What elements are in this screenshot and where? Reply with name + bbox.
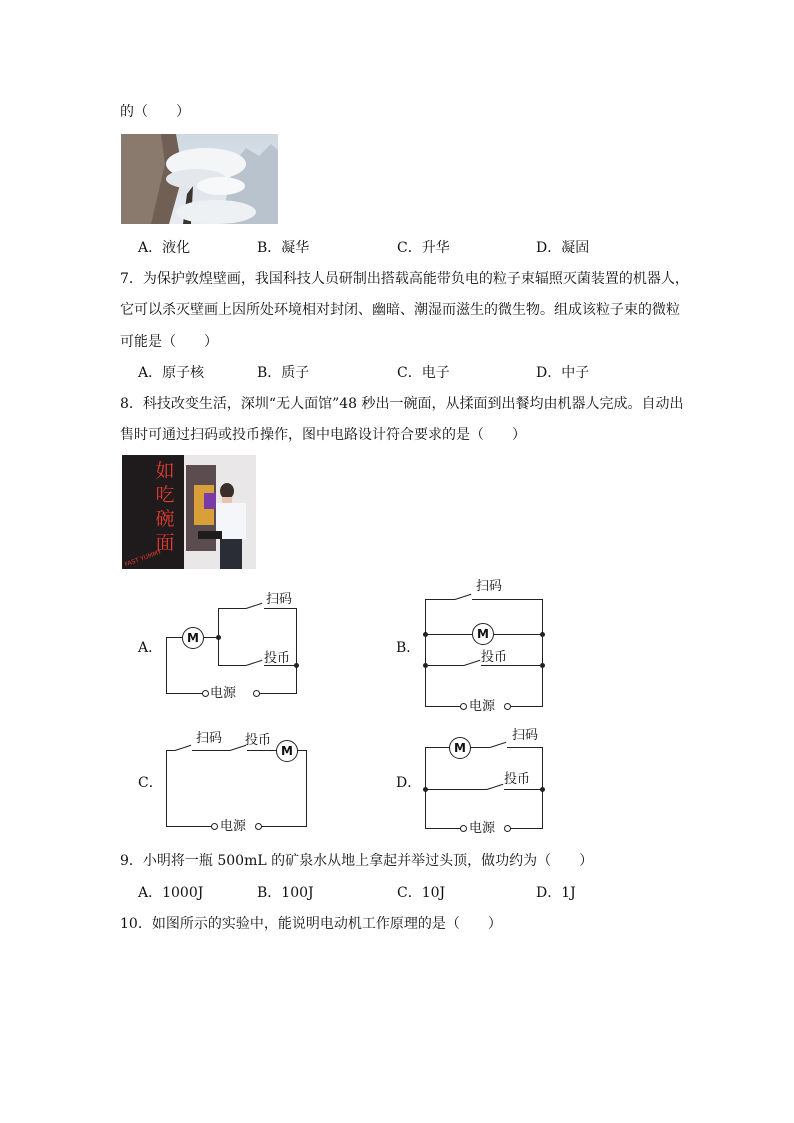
coin-switch-label: 投币	[481, 650, 508, 665]
sign-char-1: 如	[155, 460, 175, 482]
circuit-a-label: A．	[138, 640, 163, 656]
coin-switch-label: 投币	[245, 733, 272, 748]
motor-icon: M	[276, 740, 298, 762]
q9-stem: 9．小明将一瓶 500mL 的矿泉水从地上拿起并举过头顶，做功约为（ ）	[120, 853, 594, 869]
q9-option-c: C．10J	[397, 885, 446, 901]
circuit-c-label: C．	[138, 775, 163, 791]
sign-char-2: 吃	[155, 484, 175, 506]
q7-option-d: D．中子	[536, 365, 590, 381]
scan-switch-label: 扫码	[266, 592, 293, 607]
motor-icon: M	[449, 737, 471, 759]
motor-icon: M	[182, 627, 204, 649]
power-label: 电源	[469, 699, 496, 714]
power-label: 电源	[220, 819, 247, 834]
coin-switch-label: 投币	[264, 651, 291, 666]
power-label: 电源	[210, 686, 237, 701]
q6-option-d: D．凝固	[536, 240, 590, 256]
sign-bottom-text: FAST YUMMY	[123, 548, 163, 569]
q8-stem-line-2: 售时可通过扫码或投币操作，图中电路设计符合要求的是（ ）	[120, 427, 526, 443]
q7-option-c: C．电子	[397, 365, 450, 381]
q7-option-b: B．质子	[257, 365, 310, 381]
q7-option-a: A．原子核	[138, 365, 205, 381]
q9-option-a: A．1000J	[138, 885, 204, 901]
q6-option-a: A．液化	[138, 240, 191, 256]
frost-rime-photo	[121, 134, 278, 224]
sign-char-4: 面	[155, 532, 175, 554]
motor-icon: M	[472, 623, 494, 645]
power-label: 电源	[469, 821, 496, 836]
coin-switch-label: 投币	[504, 772, 531, 787]
q8-stem-line-1: 8．科技改变生活，深圳“无人面馆”48 秒出一碗面，从揉面到出餐均由机器人完成。自动出	[120, 396, 684, 412]
scan-switch-label: 扫码	[196, 731, 223, 746]
q6-stem-tail: 的（ ）	[120, 104, 190, 120]
q7-stem-line-3: 可能是（ ）	[120, 334, 218, 350]
q7-stem-line-1: 7．为保护敦煌壁画，我国科技人员研制出搭载高能带负电的粒子束辐照灭菌装置的机器人，	[120, 271, 689, 287]
q6-option-b: B．凝华	[257, 240, 310, 256]
circuit-b-label: B．	[396, 640, 421, 656]
circuit-d-label: D．	[396, 775, 422, 791]
q9-option-b: B．100J	[257, 885, 314, 901]
sign-char-3: 碗	[155, 508, 175, 530]
q10-stem: 10．如图所示的实验中，能说明电动机工作原理的是（ ）	[120, 916, 502, 932]
scan-switch-label: 扫码	[512, 728, 539, 743]
q7-stem-line-2: 它可以杀灭壁画上因所处环境相对封闭、幽暗、潮湿而滋生的微生物。组成该粒子束的微粒	[120, 302, 680, 318]
scan-switch-label: 扫码	[476, 579, 503, 594]
noodle-shop-photo	[122, 455, 256, 569]
q6-option-c: C．升华	[397, 240, 450, 256]
q9-option-d: D．1J	[536, 885, 576, 901]
